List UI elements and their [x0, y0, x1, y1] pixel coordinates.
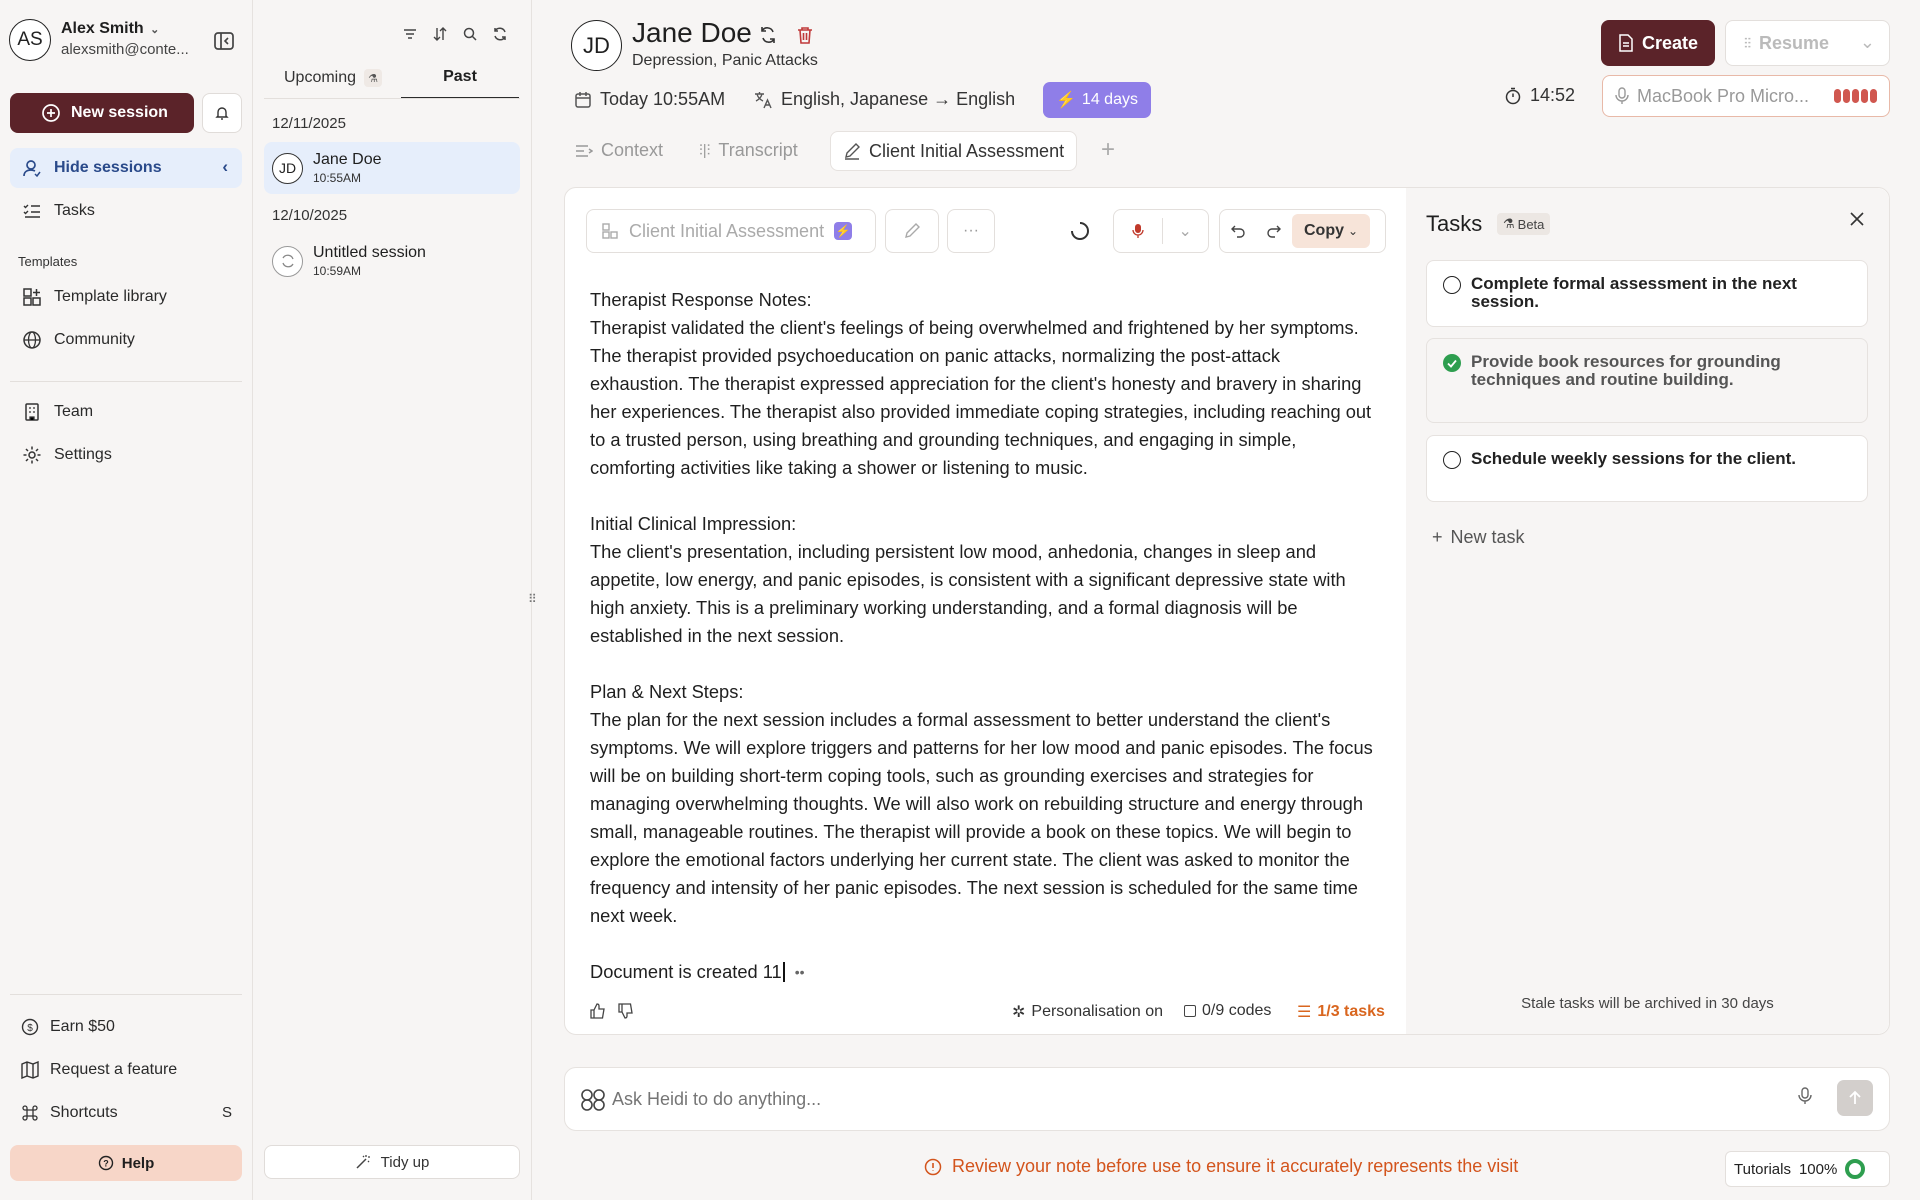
audio-level-meter	[1834, 89, 1877, 103]
section-body: The plan for the next session includes a formal assessment to better understand the client's symptoms. We will explore triggers and patterns for her low mood and panic episodes. The focus will be on building short-term coping tools, such as grounding exercises and strategies for managing overwhelming thoughts. We will also work on rebuilding structure and energy through small, manageable routines. The therapist will provide a book on these topics. We will begin to explore the emotional factors underlying her current state. The client was asked to monitor the frequency and intensity of her panic episodes. The next session is scheduled for the same time next week.	[590, 709, 1373, 926]
undo-icon[interactable]	[1220, 224, 1256, 238]
help-circle-icon	[98, 1155, 114, 1171]
earn-label: Earn $50	[50, 1018, 115, 1035]
command-icon	[20, 1103, 40, 1123]
redo-icon[interactable]	[1256, 224, 1292, 238]
timer	[1504, 85, 1575, 106]
sidebar-item-label: Team	[54, 403, 94, 420]
stale-tasks-note: Stale tasks will be archived in 30 days	[1521, 995, 1774, 1012]
tidy-up-button[interactable]	[264, 1145, 520, 1179]
user-email: alexsmith@conte...	[61, 41, 189, 58]
svg-text:$: $	[27, 1023, 33, 1034]
divider	[10, 381, 242, 382]
section-heading: Plan & Next Steps:	[590, 681, 744, 702]
note-section	[590, 286, 1375, 482]
thumbs-up-icon[interactable]	[590, 1003, 606, 1019]
tasks-title: Tasks	[1426, 211, 1483, 236]
section-body: Therapist validated the client's feelings of being overwhelmed and frightened by her symptoms. The therapist provided psychoeducation on panic attacks, normalizing the post-attack exhaustion. The therapist expressed appreciation for the client's honesty and bravery in sharing her experiences. The therapist also provided immediate coping strategies, including reaching out to a trusted person, using breathing and grounding techniques, and engaging in simple, comforting activities like taking a shower or listening to music.	[590, 317, 1372, 478]
pencil-icon	[843, 142, 861, 160]
task-label: Provide book resources for grounding techniques and routine building.	[1471, 352, 1781, 389]
session-pending-icon	[272, 246, 303, 277]
tab-client-initial-assessment[interactable]	[830, 131, 1077, 171]
patient-subtitle: Depression, Panic Attacks	[632, 52, 818, 69]
sparkle-icon: ✲	[1012, 1004, 1026, 1021]
user-name-text: Alex Smith	[61, 20, 144, 37]
sort-icon[interactable]	[432, 26, 448, 42]
session-text	[313, 244, 426, 278]
days-badge-label: 14 days	[1081, 91, 1138, 108]
progress-ring-icon	[1845, 1159, 1865, 1179]
sidebar-item-template-library[interactable]	[10, 277, 242, 317]
globe-icon	[22, 330, 42, 350]
more-options-icon[interactable]: ···	[947, 209, 995, 253]
sparkle-badge-icon: ⚡	[835, 224, 851, 238]
template-selector[interactable]	[586, 209, 876, 253]
user-icon	[22, 158, 42, 178]
loading-spinner-icon	[1069, 220, 1091, 242]
refresh-icon[interactable]	[492, 26, 508, 42]
gear-icon	[22, 445, 42, 465]
sidebar-item-label: Hide sessions	[54, 159, 162, 176]
session-name: Untitled session	[313, 244, 426, 261]
session-date[interactable]	[574, 89, 725, 110]
sidebar-item-team[interactable]	[10, 392, 242, 432]
task-label: Schedule weekly sessions for the client.	[1471, 449, 1797, 468]
request-feature-label: Request a feature	[50, 1061, 178, 1078]
footer-line-text: Document is created 11	[590, 961, 782, 982]
personalisation-toggle[interactable]	[1012, 1002, 1163, 1022]
lightning-icon: ⚡	[1056, 92, 1076, 109]
session-avatar: JD	[272, 153, 303, 184]
divider	[10, 994, 242, 995]
list-check-icon	[22, 201, 42, 221]
tutorials-percent: 100%	[1798, 1160, 1838, 1178]
resize-handle-icon[interactable]: ⠿	[528, 592, 537, 606]
session-item-jane-doe[interactable]	[264, 142, 520, 194]
flask-icon: ⚗	[364, 69, 382, 87]
document-icon	[1618, 34, 1634, 52]
chevron-left-icon: ‹	[222, 157, 228, 176]
template-selector-label: Client Initial Assessment	[629, 220, 825, 241]
session-item-untitled[interactable]	[264, 235, 520, 287]
create-button[interactable]	[1601, 20, 1715, 66]
beta-label: Beta	[1517, 216, 1545, 232]
task-checkbox-icon[interactable]	[1443, 276, 1461, 294]
feedback-controls	[590, 1003, 634, 1019]
map-icon	[20, 1060, 40, 1080]
language-selector[interactable]	[753, 89, 1015, 110]
svg-text:?: ?	[102, 1158, 109, 1169]
tab-transcript-label: Transcript	[718, 140, 798, 160]
session-time: 10:55AM	[313, 171, 362, 185]
section-heading: Therapist Response Notes:	[590, 289, 812, 310]
search-icon[interactable]	[462, 26, 478, 42]
help-label: Help	[121, 1154, 155, 1172]
task-checkbox-icon[interactable]	[1443, 451, 1461, 469]
patient-avatar: JD	[571, 20, 622, 71]
tab-transcript[interactable]	[699, 140, 798, 161]
language-label: English, Japanese → English	[781, 89, 1016, 109]
template-icon	[22, 287, 42, 307]
sidebar-item-settings[interactable]	[10, 435, 242, 475]
note-footer-line	[590, 958, 1375, 986]
add-tab-icon[interactable]: +	[1101, 136, 1116, 163]
tasks-count-label: 1/3 tasks	[1317, 1003, 1385, 1020]
sidebar-item-community[interactable]	[10, 320, 242, 360]
tab-past[interactable]	[401, 68, 519, 99]
group-date: 12/11/2025	[272, 115, 346, 132]
review-warning-text: Review your note before use to ensure it accurately represents the visit	[952, 1156, 1519, 1176]
sidebar-item-label: Community	[54, 331, 135, 348]
trash-icon[interactable]	[796, 25, 814, 45]
session-date-label: Today 10:55AM	[600, 89, 726, 109]
task-item[interactable]	[1426, 338, 1868, 423]
microphone-icon[interactable]	[1798, 1087, 1812, 1105]
sidebar	[0, 0, 253, 1200]
chevron-down-icon: ⌄	[150, 24, 160, 36]
building-icon	[22, 402, 42, 422]
tutorials-label: Tutorials	[1734, 1160, 1791, 1178]
sidebar-item-tasks[interactable]	[10, 191, 242, 231]
pencil-icon	[903, 222, 921, 240]
create-label: Create	[1641, 32, 1699, 53]
beta-badge	[1497, 213, 1550, 235]
sidebar-item-label: Template library	[54, 288, 167, 305]
avatar[interactable]: AS	[9, 19, 51, 61]
waveform-icon: ⫶⫶	[1744, 34, 1751, 51]
tasks-count-button[interactable]	[1297, 1002, 1385, 1022]
task-label: Complete formal assessment in the next session.	[1471, 274, 1797, 311]
check-circle-icon[interactable]	[1443, 354, 1461, 372]
alert-circle-icon	[924, 1158, 942, 1176]
tab-context[interactable]	[575, 140, 663, 161]
codes-icon	[1184, 1005, 1196, 1017]
close-icon[interactable]	[1847, 209, 1867, 229]
tab-upcoming[interactable]	[284, 69, 382, 87]
dollar-circle-icon	[20, 1017, 40, 1037]
note-section	[590, 678, 1375, 930]
codes-button[interactable]	[1184, 1002, 1271, 1020]
flask-icon: ⚗	[1503, 216, 1515, 231]
note-section	[590, 510, 1375, 650]
filter-icon[interactable]	[402, 26, 418, 42]
copy-label: Copy	[1304, 222, 1344, 239]
session-name: Jane Doe	[313, 151, 382, 168]
microphone-icon[interactable]	[1114, 210, 1162, 252]
resume-button[interactable]	[1725, 20, 1890, 66]
more-icon[interactable]: ••	[794, 964, 805, 980]
tab-past-label: Past	[443, 68, 477, 85]
days-badge[interactable]	[1043, 82, 1151, 118]
ask-input[interactable]	[612, 1080, 1772, 1118]
group-date: 12/10/2025	[272, 207, 348, 224]
stopwatch-icon	[1504, 87, 1522, 105]
note-body[interactable]	[590, 286, 1375, 986]
swap-icon[interactable]	[758, 25, 778, 45]
context-icon	[575, 143, 593, 159]
tidy-up-label: Tidy up	[380, 1153, 430, 1171]
resume-label: Resume	[1759, 32, 1830, 53]
help-button[interactable]	[10, 1145, 242, 1181]
mic-label: MacBook Pro Micro...	[1637, 85, 1810, 106]
tutorials-button[interactable]	[1725, 1151, 1890, 1187]
tab-upcoming-label: Upcoming	[284, 69, 357, 86]
session-toolbar	[402, 26, 508, 42]
new-session-label: New session	[71, 104, 168, 121]
chevron-down-icon: ⌄	[1859, 32, 1875, 52]
tab-context-label: Context	[601, 140, 664, 160]
codes-label: 0/9 codes	[1202, 1002, 1272, 1019]
templates-heading: Templates	[18, 254, 78, 269]
task-item[interactable]	[1426, 260, 1868, 327]
heidi-logo-icon	[580, 1088, 606, 1112]
calendar-icon	[574, 91, 592, 109]
chevron-down-icon[interactable]: ⌄	[1178, 223, 1192, 240]
new-task-button[interactable]	[1432, 527, 1525, 548]
timer-value: 14:52	[1530, 85, 1576, 105]
sessions-panel	[254, 0, 532, 1200]
task-item[interactable]	[1426, 435, 1868, 502]
shortcuts-link[interactable]	[10, 1093, 242, 1133]
session-text	[313, 151, 382, 185]
section-body: The client's presentation, including persistent low mood, anhedonia, changes in sleep and appetite, low energy, and panic episodes, is consistent with a significant depressive state with high anxiety. This is a preliminary working understanding, and a formal diagnosis will be established in the next session.	[590, 541, 1346, 646]
session-time: 10:59AM	[313, 264, 362, 278]
edit-button[interactable]	[885, 209, 939, 253]
copy-button[interactable]	[1292, 214, 1370, 248]
patient-name[interactable]: Jane Doe	[632, 17, 752, 48]
section-heading: Initial Clinical Impression:	[590, 513, 797, 534]
chevron-down-icon: ⌄	[1348, 224, 1359, 238]
review-warning	[924, 1156, 1518, 1177]
sidebar-toggle-icon[interactable]	[211, 28, 237, 54]
divider	[264, 98, 520, 99]
new-task-label: New task	[1450, 527, 1525, 547]
bell-icon[interactable]	[202, 93, 242, 133]
wand-icon	[355, 1154, 371, 1170]
personalisation-label: Personalisation on	[1031, 1003, 1164, 1020]
shortcuts-key: S	[221, 1104, 232, 1121]
earn-link[interactable]	[10, 1007, 242, 1047]
list-check-icon: ☰	[1297, 1004, 1312, 1021]
text-cursor	[783, 962, 785, 982]
tab-assessment-label: Client Initial Assessment	[869, 140, 1065, 161]
sidebar-item-label: Settings	[54, 446, 112, 463]
dictation-controls	[1113, 209, 1209, 253]
send-button[interactable]	[1837, 1080, 1873, 1116]
translate-icon	[753, 91, 773, 109]
history-copy-controls	[1219, 209, 1386, 253]
plus-icon: +	[1432, 527, 1443, 547]
waveform-icon: ⫶|⫶	[699, 142, 711, 159]
sidebar-item-hide-sessions[interactable]	[10, 148, 242, 188]
template-icon	[601, 222, 619, 240]
new-session-button[interactable]	[10, 93, 194, 133]
shortcuts-label: Shortcuts	[50, 1104, 118, 1121]
user-name[interactable]	[61, 20, 159, 38]
thumbs-down-icon[interactable]	[618, 1003, 634, 1019]
microphone-icon	[1615, 87, 1629, 105]
sidebar-item-label: Tasks	[54, 202, 95, 219]
plus-circle-icon	[41, 103, 61, 123]
mic-selector[interactable]	[1602, 75, 1890, 117]
request-feature-link[interactable]	[10, 1050, 242, 1090]
